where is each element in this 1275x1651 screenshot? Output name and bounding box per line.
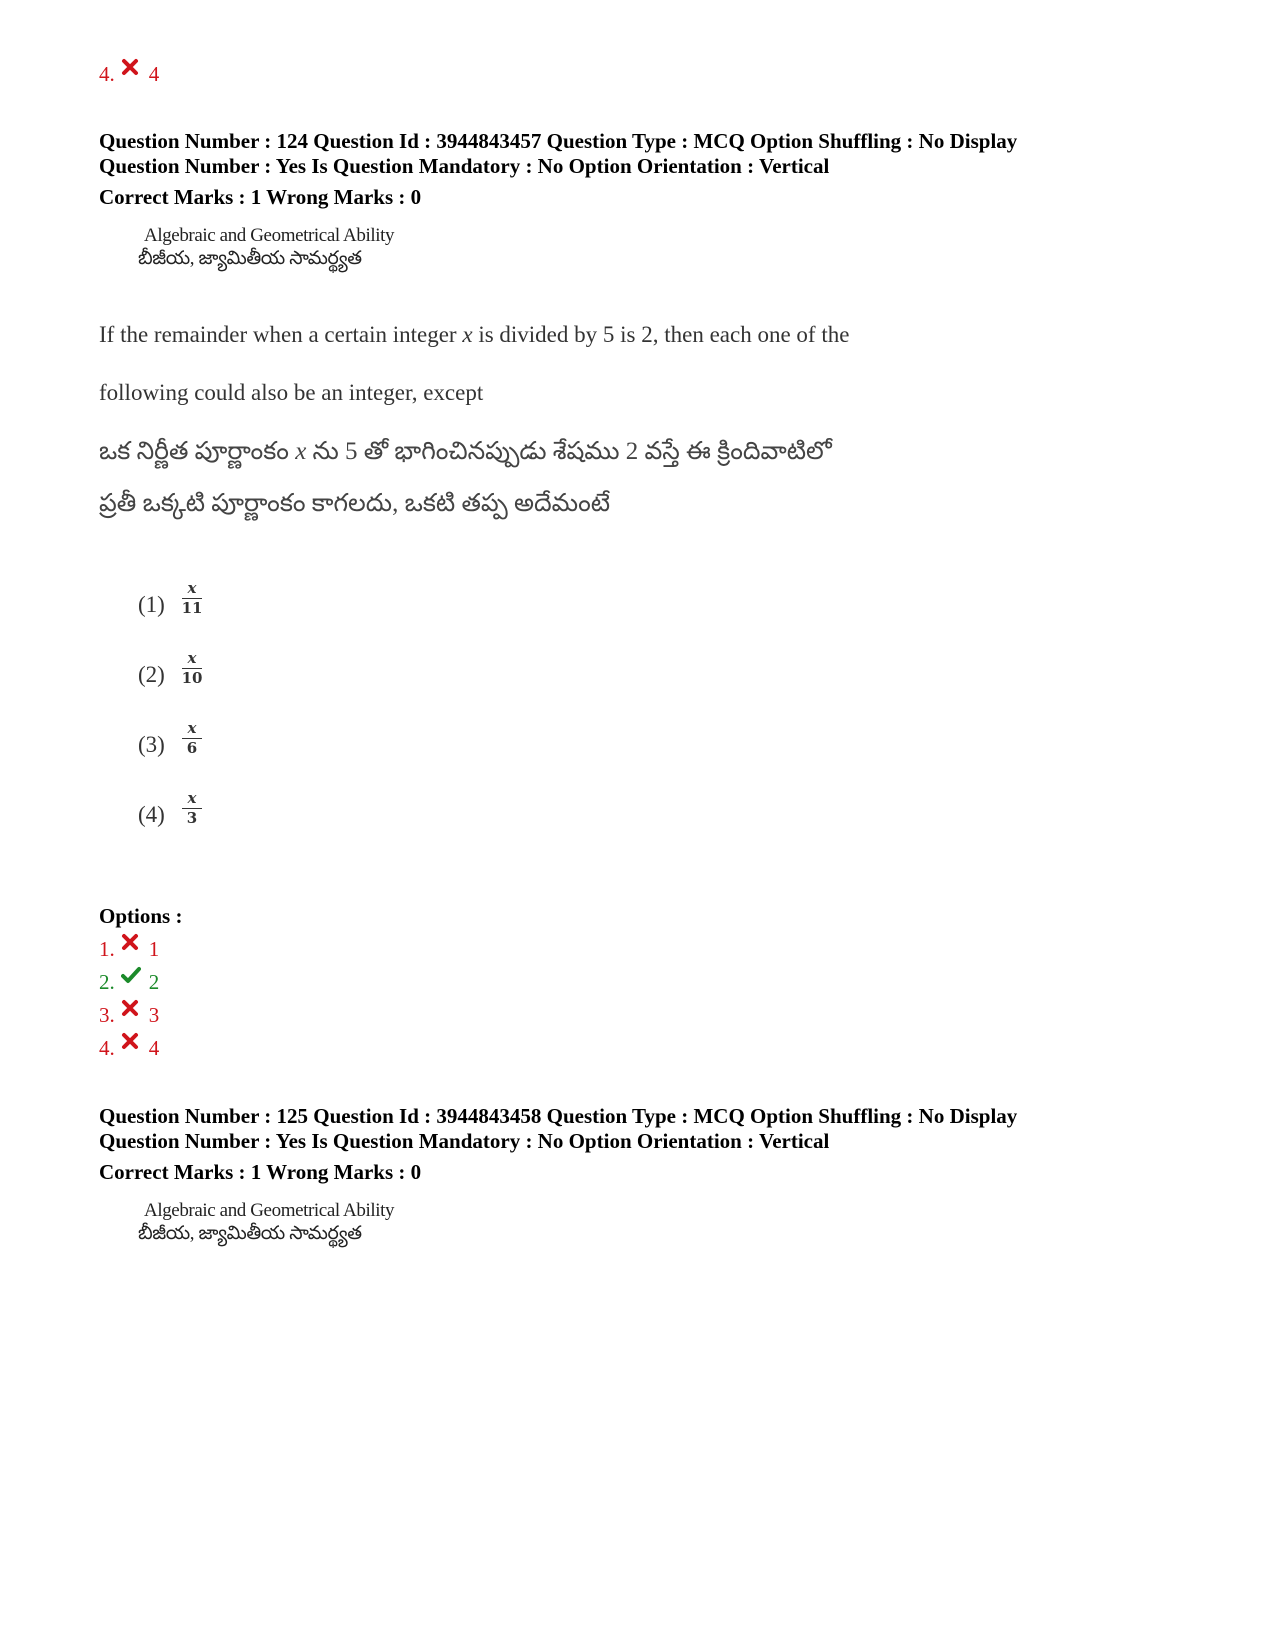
choice-label: (1) (138, 592, 165, 617)
option-4 (99, 1036, 159, 1060)
cross-icon (121, 932, 143, 952)
option-number: 1. (99, 937, 115, 961)
fraction (180, 580, 204, 617)
question-text-te: ఒక నిర్ణీత పూర్ణాంకం (99, 438, 296, 465)
q124-meta-line1: Question Number : 124 Question Id : 3944843457 Question Type : MCQ Option Shuffling : No Display (99, 129, 1018, 153)
fraction (180, 790, 204, 827)
option-number: 3. (99, 1003, 115, 1027)
denominator: 3 (186, 809, 198, 827)
q124-question-en-line2: following could also be an integer, except (99, 380, 484, 405)
variable-x: x (295, 438, 307, 465)
subject-en: Algebraic and Geometrical Ability (144, 1200, 395, 1221)
cross-icon (121, 998, 143, 1018)
option-1 (99, 937, 159, 961)
q125-meta-line1: Question Number : 125 Question Id : 3944843458 Question Type : MCQ Option Shuffling : No Display (99, 1104, 1018, 1128)
fraction (180, 720, 204, 757)
option-value: 2 (148, 970, 160, 994)
option-value: 4 (148, 62, 160, 86)
choice-label: (4) (138, 802, 165, 827)
question-text-te: ను 5 తో భాగించినప్పుడు శేషము 2 వస్తే ఈ క్రిందివాటిలో (306, 438, 832, 465)
q125-meta-line3: Correct Marks : 1 Wrong Marks : 0 (99, 1160, 422, 1184)
option-value: 4 (148, 1036, 160, 1060)
q124-subject (138, 224, 395, 270)
question-text: is divided by 5 is 2, then each one of the (472, 322, 850, 347)
numerator: x (187, 649, 197, 667)
option-number: 4. (99, 62, 115, 86)
subject-te: బీజీయ, జ్యామితీయ సామర్థ్యత (138, 1223, 362, 1244)
q124-question-en-line1 (99, 322, 849, 348)
options-heading: Options : (99, 904, 183, 928)
q124-meta-line2: Question Number : Yes Is Question Mandatory : No Option Orientation : Vertical (99, 154, 830, 178)
option-number: 2. (99, 970, 115, 994)
option-2 (99, 970, 159, 994)
fraction (180, 650, 204, 687)
numerator: x (187, 579, 197, 597)
option-value: 3 (148, 1003, 160, 1027)
question-text: If the remainder when a certain integer (99, 322, 463, 347)
denominator: 10 (181, 669, 203, 687)
denominator: 6 (186, 739, 198, 757)
subject-te: బీజీయ, జ్యామితీయ సామర్థ్యత (138, 248, 362, 269)
q125-meta-line2: Question Number : Yes Is Question Mandatory : No Option Orientation : Vertical (99, 1129, 830, 1153)
option-number: 4. (99, 1036, 115, 1060)
cross-icon (121, 1031, 143, 1051)
q124-meta-line3: Correct Marks : 1 Wrong Marks : 0 (99, 185, 422, 209)
prev-option-4 (99, 62, 159, 86)
q124-question-te-line2: ప్రతీ ఒక్కటి పూర్ణాంకం కాగలదు, ఒకటి తప్ప అదేమంటే (99, 490, 611, 517)
denominator: 11 (181, 599, 203, 617)
numerator: x (187, 789, 197, 807)
option-3 (99, 1003, 159, 1027)
option-value: 1 (148, 937, 160, 961)
subject-en: Algebraic and Geometrical Ability (144, 225, 395, 246)
check-icon (121, 965, 143, 985)
q124-question-te-line1 (99, 438, 832, 472)
cross-icon (121, 57, 143, 77)
variable-x: x (462, 322, 473, 347)
numerator: x (187, 719, 197, 737)
choice-label: (2) (138, 662, 165, 687)
choice-label: (3) (138, 732, 165, 757)
q125-subject (138, 1199, 395, 1245)
